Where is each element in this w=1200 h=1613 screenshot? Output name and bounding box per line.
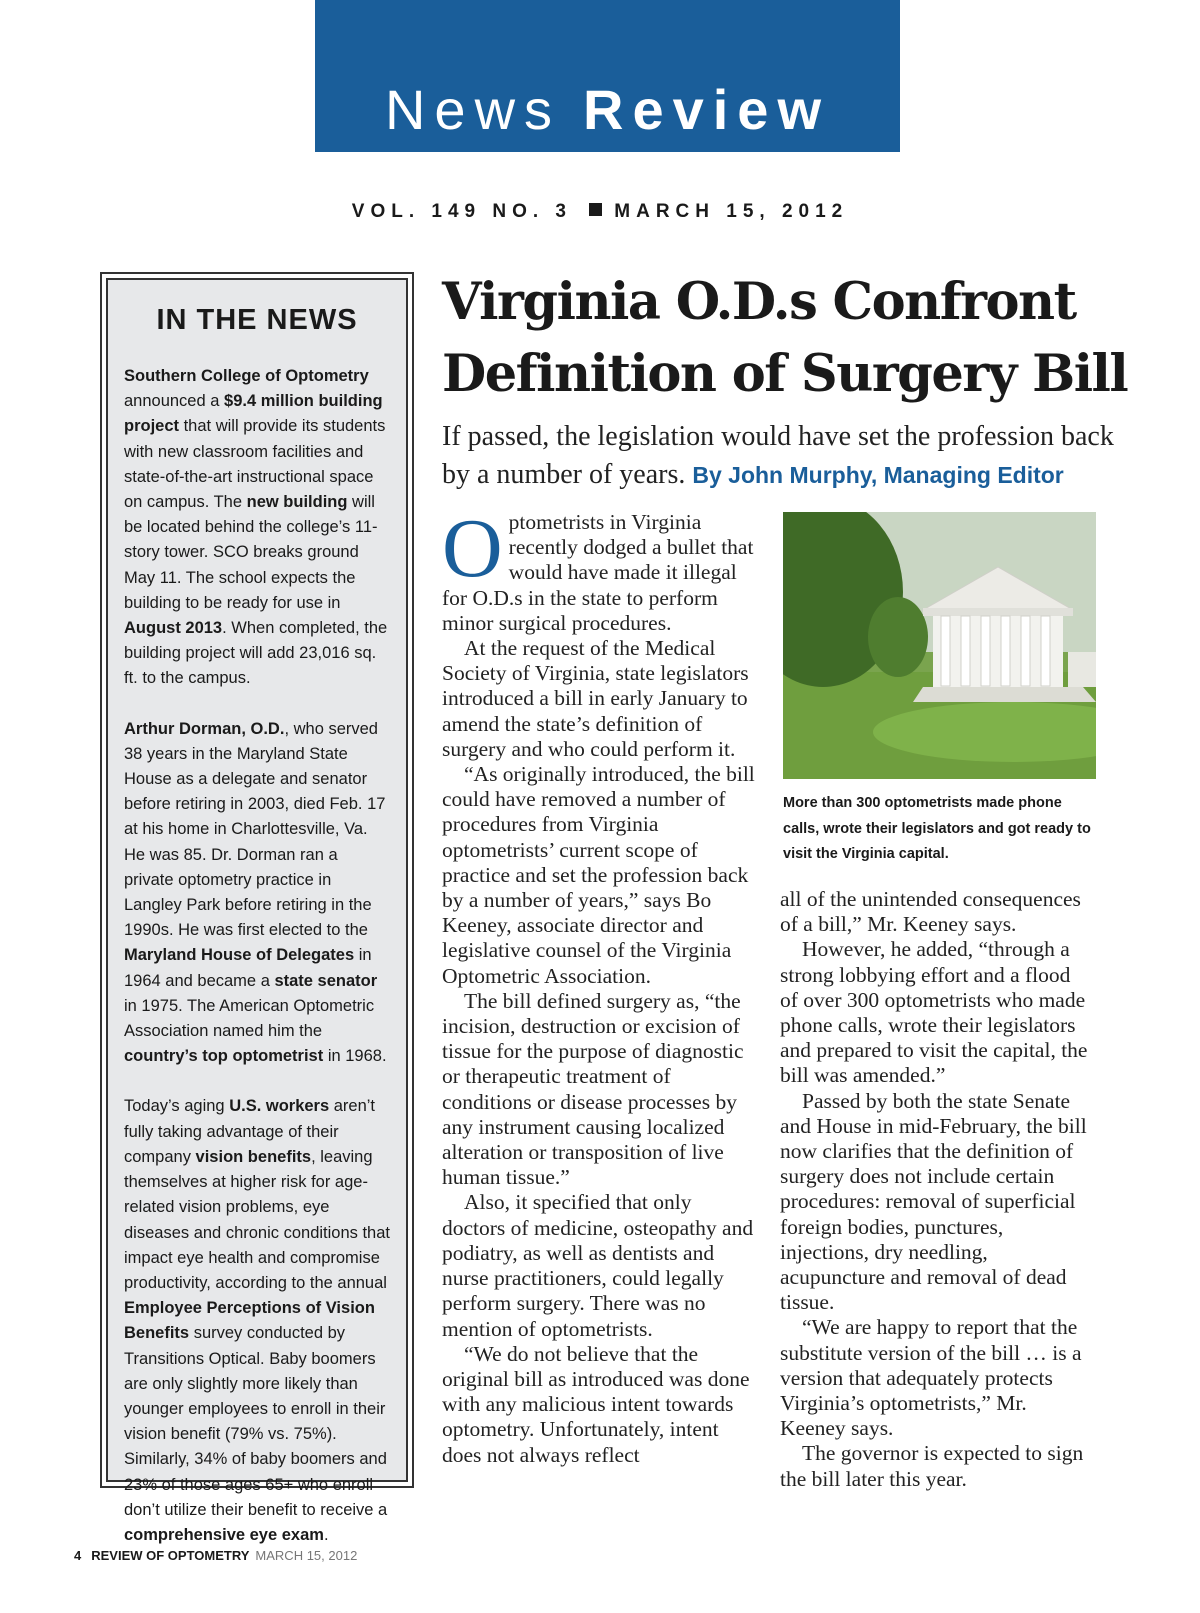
article-column-1 bbox=[442, 502, 755, 1468]
article-paragraph: The governor is expected to sign the bill later this year. bbox=[780, 1441, 1084, 1491]
issue-date: MARCH 15, 2012 bbox=[614, 201, 849, 222]
article-paragraph: all of the unintended consequences of a bill,” Mr. Keeney says. bbox=[780, 887, 1081, 937]
article-byline: By John Murphy, Managing Editor bbox=[692, 462, 1064, 488]
article-paragraph: The bill defined surgery as, “the incision, destruction or excision of tissue for the purpose of diagnostic or therapeutic treatment of conditions or disease processes by any instrument causing localized alteration or transposition of live human tissue.” bbox=[442, 988, 744, 1190]
news-item-dorman: Arthur Dorman, O.D., who served 38 years in the Maryland State House as a delegate and senator before retiring in 2003, died Feb. 17 at his home in Charlottesville, Va. He was 85. Dr. Dorman ran a private optometry practice in Langley Park before retiring in the 1990s. He was first elected to the Maryland House of Delegates in 1964 and became a state senator in 1975. The American Optometric Association named him the country’s top optometrist in 1968. bbox=[124, 719, 387, 1066]
drop-cap: O bbox=[442, 502, 503, 595]
masthead-word-news: News bbox=[384, 78, 562, 141]
article-paragraph: “As originally introduced, the bill could have removed a number of procedures from Virginia optometrists’ current scope of practice and set the profession back by a number of years,” says Bo Keeney, associate director and legislative counsel of the Virginia Optometric Association. bbox=[442, 762, 755, 988]
article-paragraph: Also, it specified that only doctors of medicine, osteopathy and podiatry, as well as dentists and nurse practitioners, could legally perform surgery. There was no mention of optometrists. bbox=[442, 1190, 754, 1341]
news-item-vision-benefits: Today’s aging U.S. workers aren’t fully taking advantage of their company vision benefits, leaving themselves at higher risk for age-related vision problems, eye diseases and chronic conditions that impact eye health and compromise productivity, according to the annual Employee Perceptions of Vision Benefits survey conducted by Transitions Optical. Baby boomers are only slightly more likely than younger employees to enroll in their vision benefit (79% vs. 75%). Similarly, 34% of baby boomers and 23% of those ages 65+ who enroll don’t utilize their benefit to receive a comprehensive eye exam. bbox=[124, 1097, 390, 1544]
issue-line bbox=[0, 201, 1200, 223]
virginia-capitol-photo bbox=[783, 512, 1096, 779]
issue-volume: VOL. 149 NO. 3 bbox=[351, 201, 572, 222]
capitol-illustration bbox=[783, 512, 1096, 779]
article-deck bbox=[442, 418, 1142, 494]
article-paragraph: Passed by both the state Senate and House in mid-February, the bill now clarifies that the definition of surgery does not include certain procedures: removal of superficial foreign bodies, punctures, injections, dry needling, acupuncture and removal of dead tissue. bbox=[780, 1088, 1087, 1315]
article-paragraph: “We are happy to report that the substitute version of the bill … is a version that adequately protects Virginia’s optometrists,” Mr. Keeney says. bbox=[780, 1315, 1082, 1441]
issue-separator-square bbox=[589, 203, 602, 216]
news-item-sco: Southern College of Optometry announced a $9.4 million building project that will provide its students with new classroom facilities and state-of-the-art instructional space on campus. The new building will be located behind the college’s 11-story tower. SCO breaks ground May 11. The school expects the building to be ready for use in August 2013. When completed, the building project will add 23,016 sq. ft. to the campus. bbox=[124, 367, 388, 688]
deck-text: If passed, the legislation would have set the profession back by a number of years. bbox=[442, 421, 1114, 490]
page-number: 4 bbox=[74, 1548, 82, 1563]
article-paragraph: At the request of the Medical Society of Virginia, state legislators introduced a bill in early January to amend the state’s definition of surgery and who could perform it. bbox=[442, 636, 749, 761]
in-the-news-panel bbox=[106, 278, 408, 1544]
masthead-banner bbox=[315, 0, 900, 152]
in-the-news-sidebar bbox=[100, 272, 414, 1544]
article-headline: Virginia O.D.s Confront Definition of Surgery Bill bbox=[442, 272, 1128, 404]
article-paragraph: However, he added, “through a strong lobbying effort and a flood of over 300 optometrists who made phone calls, wrote their legislators and prepared to visit the capital, the bill was amended.” bbox=[780, 937, 1088, 1088]
footer-date: MARCH 15, 2012 bbox=[255, 1548, 358, 1563]
sidebar-title: IN THE NEWS bbox=[156, 304, 358, 336]
photo-caption: More than 300 optometrists made phone calls, wrote their legislators and got ready to visit the Virginia capital. bbox=[783, 795, 1091, 862]
publication-name: REVIEW OF OPTOMETRY bbox=[91, 1548, 250, 1563]
page-footer bbox=[74, 1548, 357, 1563]
article-column-2 bbox=[780, 887, 1090, 1492]
masthead-word-review: Review bbox=[583, 78, 831, 141]
article-paragraph: Optometrists in Virginia recently dodged a bullet that would have made it illegal for O.D.s in the state to perform minor surgical procedures. bbox=[442, 502, 754, 635]
article-paragraph: “We do not believe that the original bill as introduced was done with any malicious intent towards optometry. Unfortunately, intent does not always reflect bbox=[442, 1341, 750, 1467]
